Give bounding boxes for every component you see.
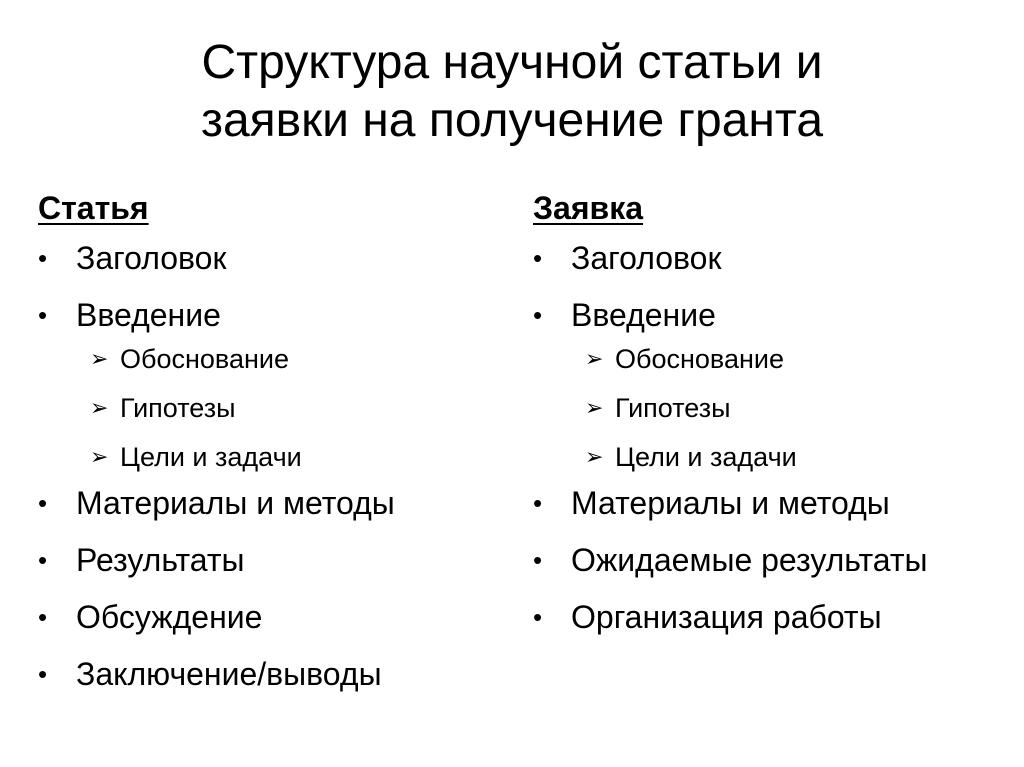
grant-application-column xyxy=(533,188,1003,654)
arrowhead-icon: ➢ xyxy=(585,395,604,420)
list-item-label: Материалы и методы xyxy=(76,485,395,521)
list-item-label: Заключение/выводы xyxy=(76,656,382,692)
arrowhead-icon: ➢ xyxy=(585,346,604,371)
sub-list-item-label: Обоснование xyxy=(615,344,784,374)
article-list-continued xyxy=(38,483,508,694)
title-line-2: заявки на получение гранта xyxy=(200,94,824,147)
list-item xyxy=(38,295,508,335)
sub-list-item xyxy=(533,342,1003,376)
sub-list-item xyxy=(38,342,508,376)
arrowhead-icon: ➢ xyxy=(585,444,604,469)
list-item-label: Введение xyxy=(76,297,221,333)
sub-list-item-label: Обоснование xyxy=(120,344,289,374)
sub-list-item xyxy=(533,440,1003,474)
list-item-label: Организация работы xyxy=(571,599,882,635)
sub-list-item xyxy=(38,391,508,425)
list-item xyxy=(533,597,1003,637)
list-item xyxy=(533,540,971,580)
sub-list-item-label: Гипотезы xyxy=(615,393,731,423)
article-list xyxy=(38,238,508,335)
application-list-continued xyxy=(533,483,1003,637)
application-sublist xyxy=(533,342,1003,474)
application-list xyxy=(533,238,1003,335)
article-column xyxy=(38,188,508,711)
article-heading: Статья xyxy=(38,190,149,226)
list-item-label: Результаты xyxy=(76,542,245,578)
arrowhead-icon: ➢ xyxy=(90,395,109,420)
list-item-label: Заголовок xyxy=(76,240,227,276)
list-item xyxy=(533,238,1003,278)
list-item-label: Введение xyxy=(571,297,716,333)
list-item xyxy=(38,654,508,694)
list-item-label: Ожидаемые результаты xyxy=(571,542,928,578)
title-line-1: Структура научной статьи и xyxy=(201,36,823,89)
list-item xyxy=(533,483,1003,523)
sub-list-item-label: Гипотезы xyxy=(120,393,236,423)
article-sublist xyxy=(38,342,508,474)
sub-list-item-label: Цели и задачи xyxy=(615,442,797,472)
list-item-label: Заголовок xyxy=(571,240,722,276)
slide-title xyxy=(0,34,1024,150)
list-item-label: Обсуждение xyxy=(76,599,263,635)
list-item xyxy=(38,597,508,637)
application-heading: Заявка xyxy=(533,190,643,226)
list-item xyxy=(533,295,1003,335)
arrowhead-icon: ➢ xyxy=(90,444,109,469)
sub-list-item xyxy=(38,440,508,474)
arrowhead-icon: ➢ xyxy=(90,346,109,371)
sub-list-item-label: Цели и задачи xyxy=(120,442,302,472)
list-item xyxy=(38,540,508,580)
list-item xyxy=(38,483,508,523)
sub-list-item xyxy=(533,391,1003,425)
list-item-label: Материалы и методы xyxy=(571,485,890,521)
list-item xyxy=(38,238,508,278)
